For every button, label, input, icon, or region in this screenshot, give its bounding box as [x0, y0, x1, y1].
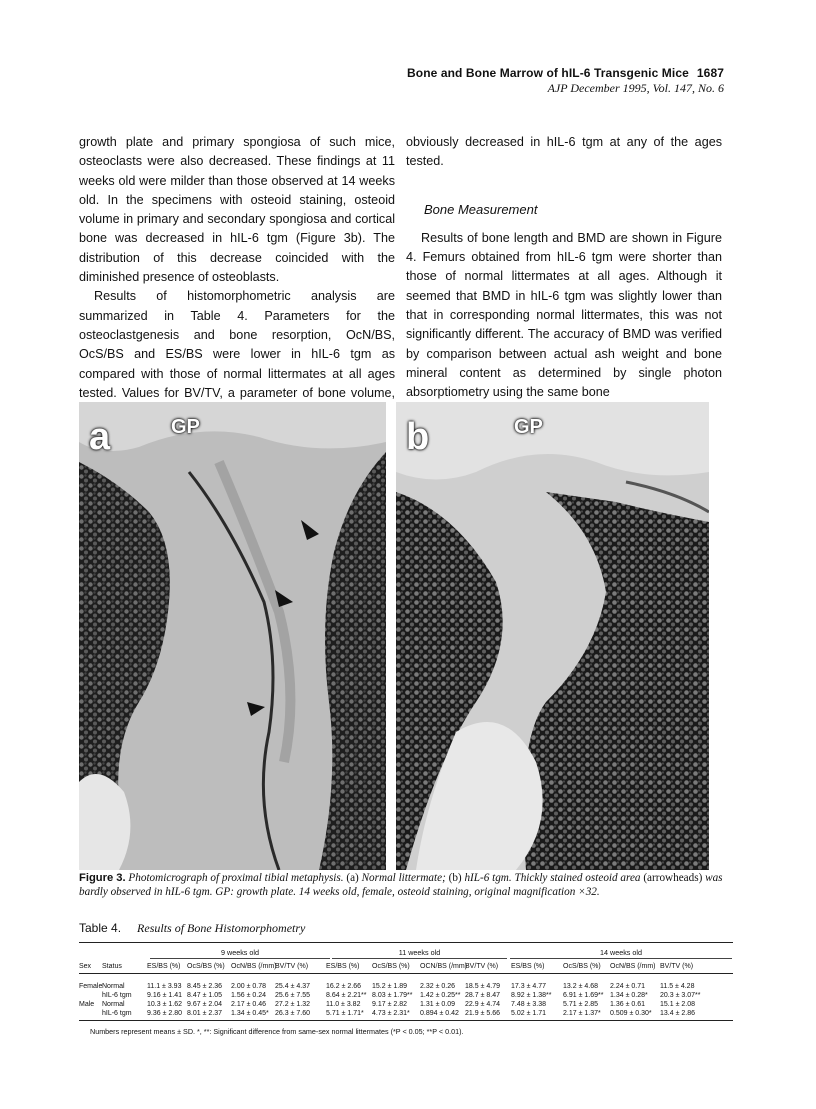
table-cell: Male [79, 1001, 95, 1008]
paragraph: Results of histomorphometric analysis are summarized in Table 4. Parameters for the osteoclastgenesis and bone resorption, OcN/BS, OcS/BS and ES/BS were lower in hIL-6 tgm as compared with those of normal littermates at all ages tested. Values for BV/TV, a parameter of bone volume, [79, 289, 395, 400]
table-cell: 18.5 ± 4.79 [465, 983, 500, 990]
column-header: BV/TV (%) [275, 963, 309, 970]
column-header: OcN/BS (/mm) [231, 963, 277, 970]
table-cell: 6.91 ± 1.69** [563, 992, 604, 999]
micrograph-panel-b [396, 402, 709, 870]
table-cell: 17.3 ± 4.77 [511, 983, 546, 990]
page-number: 1687 [696, 66, 724, 80]
table-cell: 13.4 ± 2.86 [660, 1010, 695, 1017]
running-title: Bone and Bone Marrow of hIL-6 Transgenic Mice 1687 [407, 66, 724, 80]
table-cell: 25.6 ± 7.55 [275, 992, 310, 999]
table-cell: Female [79, 983, 103, 990]
column-header: OcS/BS (%) [372, 963, 410, 970]
micrograph-image [396, 402, 709, 870]
paragraph: Results of bone length and BMD are shown in Figure 4. Femurs obtained from hIL-6 tgm were shorter than those of normal littermates at all ages. Although it seemed that BMD in hIL-6 tgm was slightly lower than that in corresponding normal littermates, this was not significantly different. The accuracy of BMD was verified by comparison between actual ash weight and bone mineral content as determined by single photon absorptiometry using the same bone [406, 230, 722, 400]
table-cell: 1.31 ± 0.09 [420, 1001, 455, 1008]
table-cell: hIL-6 tgm [102, 1010, 132, 1017]
table-cell: 16.2 ± 2.66 [326, 983, 361, 990]
group-rule [510, 958, 732, 959]
group-header: 14 weeks old [600, 948, 642, 957]
table-cell: Normal [102, 983, 125, 990]
table-bottom-rule [79, 1020, 733, 1021]
table-cell: hIL-6 tgm [102, 992, 132, 999]
table-top-rule [79, 942, 733, 943]
micrograph-image [79, 402, 386, 870]
table-cell: 2.32 ± 0.26 [420, 983, 455, 990]
table-cell: 25.4 ± 4.37 [275, 983, 310, 990]
table-cell: 4.73 ± 2.31* [372, 1010, 410, 1017]
journal-line: AJP December 1995, Vol. 147, No. 6 [547, 81, 724, 95]
figure-3 [79, 402, 709, 870]
column-header: OCN/BS (/mm) [420, 963, 468, 970]
group-header: 9 weeks old [221, 948, 259, 957]
group-rule [332, 958, 507, 959]
table-cell: 1.34 ± 0.28* [610, 992, 648, 999]
table-cell: 26.3 ± 7.60 [275, 1010, 310, 1017]
table-cell: 28.7 ± 8.47 [465, 992, 500, 999]
column-header: ES/BS (%) [511, 963, 545, 970]
group-header: 11 weeks old [398, 948, 441, 957]
table-cell: 5.02 ± 1.71 [511, 1010, 546, 1017]
group-rule [150, 958, 330, 959]
left-column [79, 133, 395, 422]
table-cell: 9.17 ± 2.82 [372, 1001, 407, 1008]
table-cell: 9.36 ± 2.80 [147, 1010, 182, 1017]
table-cell: 5.71 ± 2.85 [563, 1001, 598, 1008]
table-cell: 9.67 ± 2.04 [187, 1001, 222, 1008]
table-cell: 0.509 ± 0.30* [610, 1010, 652, 1017]
panel-label-a: a [89, 416, 111, 458]
table-cell: 5.71 ± 1.71* [326, 1010, 364, 1017]
column-header: BV/TV (%) [660, 963, 694, 970]
table-cell: 21.9 ± 5.66 [465, 1010, 500, 1017]
table-cell: 9.16 ± 1.41 [147, 992, 182, 999]
micrograph-panel-a [79, 402, 386, 870]
table-cell: 1.34 ± 0.45* [231, 1010, 269, 1017]
table-cell: 22.9 ± 4.74 [465, 1001, 500, 1008]
table-cell: 1.36 ± 0.61 [610, 1001, 645, 1008]
table-cell: 7.48 ± 3.38 [511, 1001, 546, 1008]
growth-plate-label: GP [514, 416, 543, 438]
table-cell: 8.64 ± 2.21** [326, 992, 367, 999]
table-cell: 8.45 ± 2.36 [187, 983, 222, 990]
table-cell: 2.00 ± 0.78 [231, 983, 266, 990]
column-header: OcN/BS (/mm) [610, 963, 656, 970]
table-cell: 20.3 ± 3.07** [660, 992, 701, 999]
paragraph: growth plate and primary spongiosa of such mice, osteoclasts were also decreased. These findings at 11 weeks old were milder than those observed at 14 weeks old. In the specimens with osteoid staining, osteoid volume in primary and secondary spongiosa and cortical bone was decreased in hIL-6 tgm (Figure 3b). The distribution of this decrease coincided with the diminished presence of osteoblasts. [79, 135, 395, 285]
column-header: Status [102, 963, 122, 970]
table-cell: Normal [102, 1001, 125, 1008]
table-cell: 0.894 ± 0.42 [420, 1010, 459, 1017]
table-cell: 13.2 ± 4.68 [563, 983, 598, 990]
table-cell: 8.03 ± 1.79** [372, 992, 413, 999]
column-header: OcS/BS (%) [563, 963, 601, 970]
panel-label-b: b [406, 416, 430, 458]
paragraph: obviously decreased in hIL-6 tgm at any of the ages tested. [406, 135, 722, 169]
table-cell: 8.01 ± 2.37 [187, 1010, 222, 1017]
table-cell: 1.56 ± 0.24 [231, 992, 266, 999]
table-cell: 2.17 ± 1.37* [563, 1010, 601, 1017]
table-cell: 1.42 ± 0.25** [420, 992, 461, 999]
section-heading: Bone Measurement [424, 201, 538, 217]
table-cell: 15.1 ± 2.08 [660, 1001, 695, 1008]
table-cell: 27.2 ± 1.32 [275, 1001, 310, 1008]
table-cell: 11.5 ± 4.28 [660, 983, 695, 990]
table-cell: 8.47 ± 1.05 [187, 992, 222, 999]
figure-caption: Figure 3. Photomicrograph of proximal tibial metaphysis. (a) Normal littermate; (b) hIL-6 tgm. Thickly stained osteoid area (arrowheads) was bardly observed in hIL-6 tgm. GP: growth plate. 14 weeks old, female, osteoid staining, original magnification ×32. [79, 872, 723, 898]
growth-plate-label: GP [171, 416, 200, 438]
table-cell: 2.17 ± 0.46 [231, 1001, 266, 1008]
table-cell: 15.2 ± 1.89 [372, 983, 407, 990]
table-header-rule [79, 973, 733, 974]
table-cell: 2.24 ± 0.71 [610, 983, 645, 990]
column-header: ES/BS (%) [147, 963, 181, 970]
right-column [406, 133, 722, 403]
table-title: Table 4. Results of Bone Histomorphometry [79, 921, 306, 935]
column-header: ES/BS (%) [326, 963, 360, 970]
column-header: Sex [79, 963, 92, 970]
table-footnote: Numbers represent means ± SD. *, **: Significant difference from same-sex normal littermates (*P < 0.05; **P < 0.01). [90, 1027, 464, 1036]
column-header: OcS/BS (%) [187, 963, 225, 970]
table-cell: 10.3 ± 1.62 [147, 1001, 182, 1008]
column-header: BV/TV (%) [465, 963, 499, 970]
table-cell: 11.1 ± 3.93 [147, 983, 182, 990]
table-cell: 8.92 ± 1.38** [511, 992, 552, 999]
running-header [407, 66, 724, 96]
table-cell: 11.0 ± 3.82 [326, 1001, 361, 1008]
